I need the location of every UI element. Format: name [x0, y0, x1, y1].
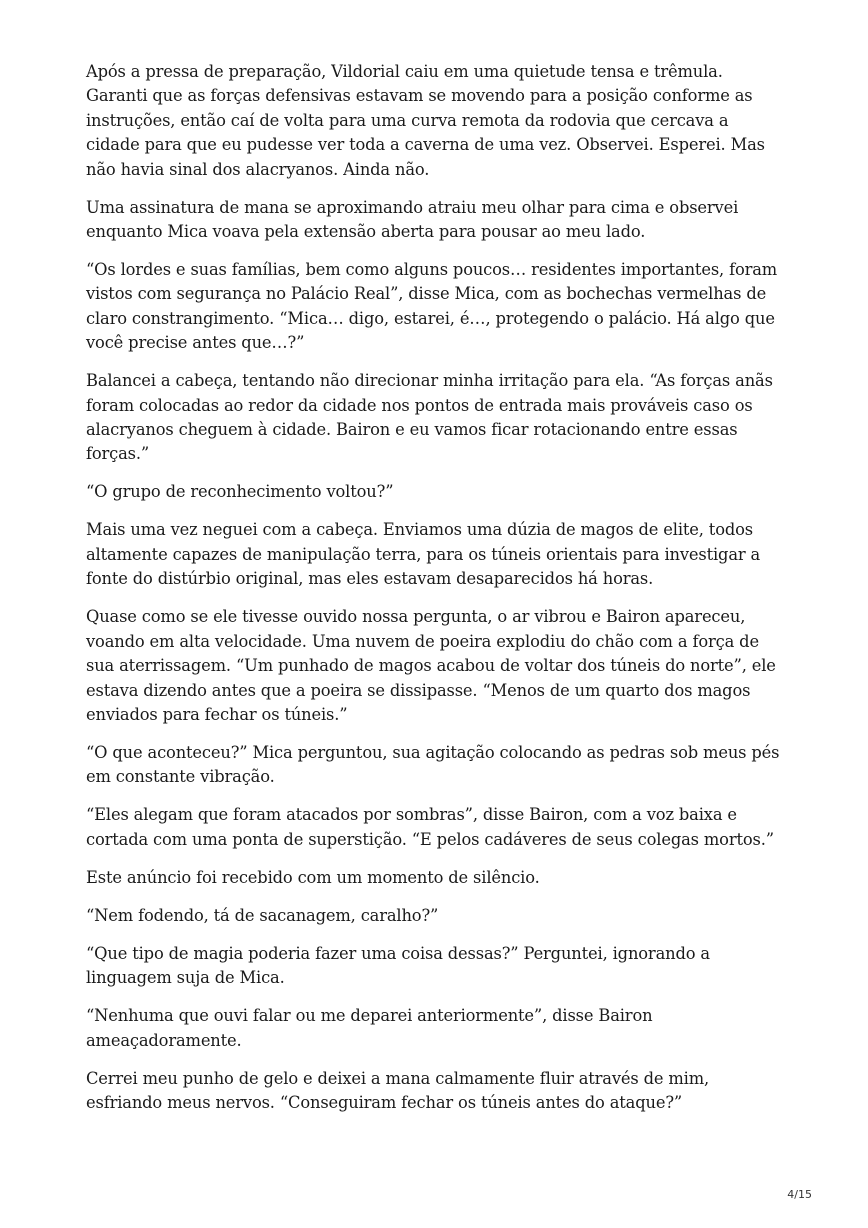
- paragraph-6: Mais uma vez neguei com a cabeça. Enviamos uma dúzia de magos de elite, todos altamente capazes de manipulação terra, para os túneis orientais para investigar a fonte do distúrbio original, mas eles estavam desaparecidos há horas.: [86, 520, 761, 589]
- paragraph-10: Este anúncio foi recebido com um momento de silêncio.: [86, 867, 540, 887]
- paragraph-1: Após a pressa de preparação, Vildorial caiu em uma quietude tensa e trêmula. Garanti que as forças defensivas estavam se movendo para a posição conforme as instruções, então caí de volta para uma curva remota da rodovia que cercava a cidade para que eu pudesse ver toda a caverna de uma vez. Observei. Esperei. Mas não havia sinal dos alacryanos. Ainda não.: [86, 62, 765, 179]
- paragraph-7: Quase como se ele tivesse ouvido nossa pergunta, o ar vibrou e Bairon apareceu, voando em alta velocidade. Uma nuvem de poeira explodiu do chão com a força de sua aterrissagem. “Um punhado de magos acabou de voltar dos túneis do norte”, ele estava dizendo antes que a poeira se dissipasse. “Menos de um quarto dos magos enviados para fechar os túneis.”: [86, 607, 776, 724]
- paragraph-4: Balancei a cabeça, tentando não direcionar minha irritação para ela. “As forças anãs foram colocadas ao redor da cidade nos pontos de entrada mais prováveis caso os alacryanos cheguem à cidade. Bairon e eu vamos ficar rotacionando entre essas forças.”: [86, 371, 773, 464]
- paragraph-14: Cerrei meu punho de gelo e deixei a mana calmamente fluir através de mim, esfriando meus nervos. “Conseguiram fechar os túneis antes do ataque?”: [86, 1068, 710, 1112]
- paragraph-2: Uma assinatura de mana se aproximando atraiu meu olhar para cima e observei enquanto Mica voava pela extensão aberta para pousar ao meu lado.: [86, 197, 739, 242]
- paragraph-9: “Eles alegam que foram atacados por sombras”, disse Bairon, com a voz baixa e cortada com uma ponta de superstição. “E pelos cadáveres de seus colegas mortos.”: [86, 805, 774, 849]
- paragraph-11: “Nem fodendo, tá de sacanagem, caralho?”: [86, 905, 439, 925]
- paragraph-12: “Que tipo de magia poderia fazer uma coisa dessas?” Perguntei, ignorando a linguagem suja de Mica.: [86, 943, 710, 988]
- paragraph-8: “O que aconteceu?” Mica perguntou, sua agitação colocando as pedras sob meus pés em constante vibração.: [86, 742, 780, 787]
- paragraph-3: “Os lordes e suas famílias, bem como alguns poucos… residentes importantes, foram vistos com segurança no Palácio Real”, disse Mica, com as bochechas vermelhas de claro constrangimento. “Mica… digo, estarei, é…, protegendo o palácio. Há algo que você precise antes que…?”: [86, 260, 778, 353]
- document-body: [86, 60, 786, 1129]
- paragraph-5: “O grupo de reconhecimento voltou?”: [86, 482, 394, 502]
- page-number: 4/15: [787, 1188, 812, 1201]
- paragraph-13: “Nenhuma que ouvi falar ou me deparei anteriormente”, disse Bairon ameaçadoramente.: [86, 1006, 653, 1050]
